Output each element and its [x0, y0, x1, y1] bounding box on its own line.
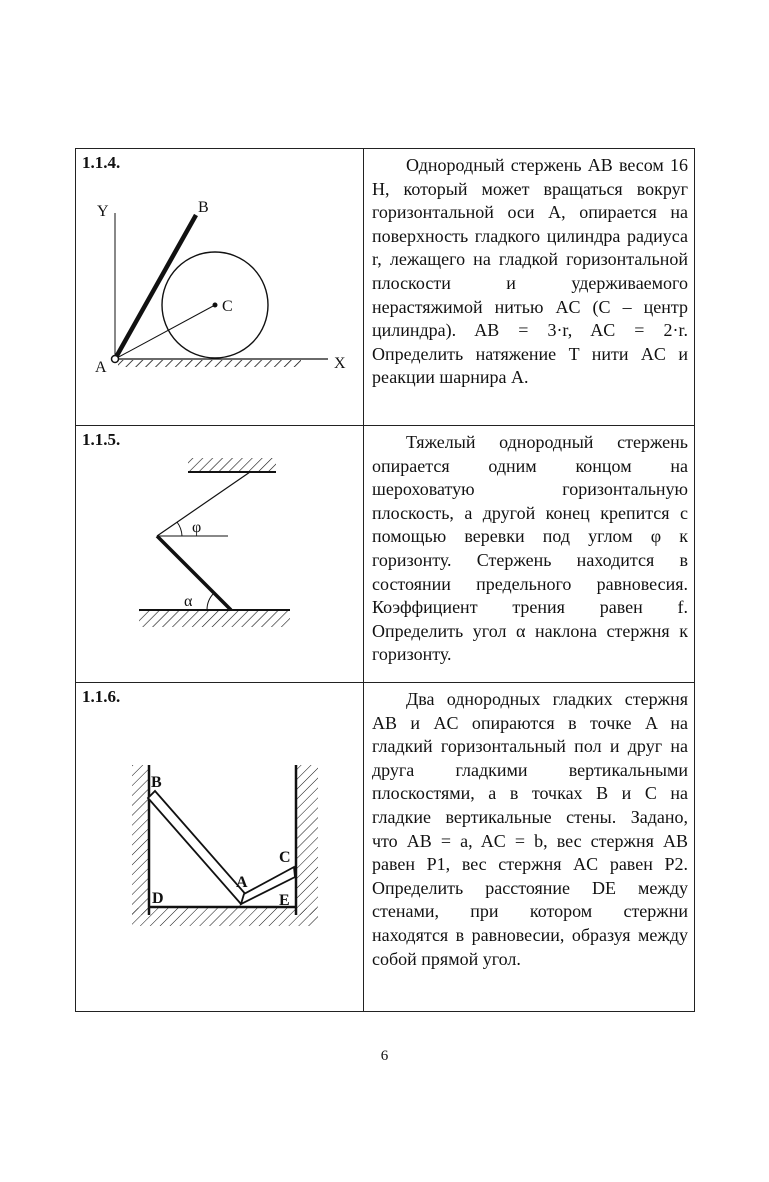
problems-table: [75, 148, 695, 1012]
left-wall-hatching: [132, 765, 149, 915]
rope: [157, 472, 250, 536]
rod-on-cylinder-figure: [76, 149, 363, 425]
label-phi: φ: [192, 519, 202, 536]
label-a: A: [236, 874, 248, 891]
problem-text: Тяжелый однородный стержень опирается одним концом на шероховатую горизонтальную плоскость, а другой конец крепится с помощью веревки под углом φ к горизонту. Стержень находится в состоянии предельного равновесия. Коэффициент трения равен f. Определить угол α наклона стержня к горизонту.: [372, 432, 688, 665]
ceiling-hatching: [188, 458, 276, 472]
problem-text: Два однородных гладких стержня AB и AC опираются в точке A на гладкий горизонтальный пол и друг на друга гладкими вертикальными плоскостями, а в точках B и C на гладкие вертикальные стены. Задано, что AB = a, AC = b, вес стержня AB равен P1, вес стержня AC равен P2. Определить расстояние DE между стенами, при котором стержни находятся в равновесии, образуя между собой прямой угол.: [372, 689, 688, 969]
problem-text: Однородный стержень AB весом 16 H, который может вращаться вокруг горизонтальной оси A, опирается на поверхность гладкого цилиндра радиуса r, лежащего на гладкой горизонтальной плоскости и удерживаемого нерастяжимой нитью AC (C – центр цилиндра). AB = 3·r, AC = 2·r. Определить натяжение T нити AC и реакции шарнира A.: [372, 155, 688, 388]
floor-hatching: [132, 908, 318, 926]
page-number: 6: [380, 1048, 389, 1064]
problem-number: 1.1.6.: [82, 687, 121, 706]
phi-arc: [177, 522, 182, 536]
label-y: Y: [97, 203, 109, 220]
text-cell: [364, 683, 695, 1012]
label-b: B: [198, 199, 209, 216]
label-a: A: [95, 359, 107, 376]
rod: [157, 536, 231, 610]
label-c: C: [222, 298, 233, 315]
rod-with-rope-figure: [76, 426, 363, 682]
label-d: D: [152, 890, 164, 907]
label-x: X: [334, 355, 346, 372]
figure-cell: [76, 149, 364, 426]
problem-row: [76, 683, 695, 1012]
problem-number: 1.1.5.: [82, 430, 121, 449]
hinge-a: [112, 356, 119, 363]
figure-cell: [76, 683, 364, 1012]
label-e: E: [279, 892, 290, 909]
label-alpha: α: [184, 593, 193, 610]
figure-cell: [76, 426, 364, 683]
problem-row: [76, 426, 695, 683]
text-cell: [364, 149, 695, 426]
alpha-arc: [207, 593, 214, 610]
problem-row: [76, 149, 695, 426]
rod-ab: [148, 791, 248, 904]
right-wall-hatching: [296, 765, 318, 915]
text-cell: [364, 426, 695, 683]
label-c: C: [279, 849, 291, 866]
label-b: B: [151, 774, 162, 791]
ground-hatching: [118, 360, 301, 367]
two-rods-between-walls-figure: [76, 683, 363, 1011]
problem-number: 1.1.4.: [82, 153, 121, 172]
floor-hatching: [139, 611, 290, 627]
